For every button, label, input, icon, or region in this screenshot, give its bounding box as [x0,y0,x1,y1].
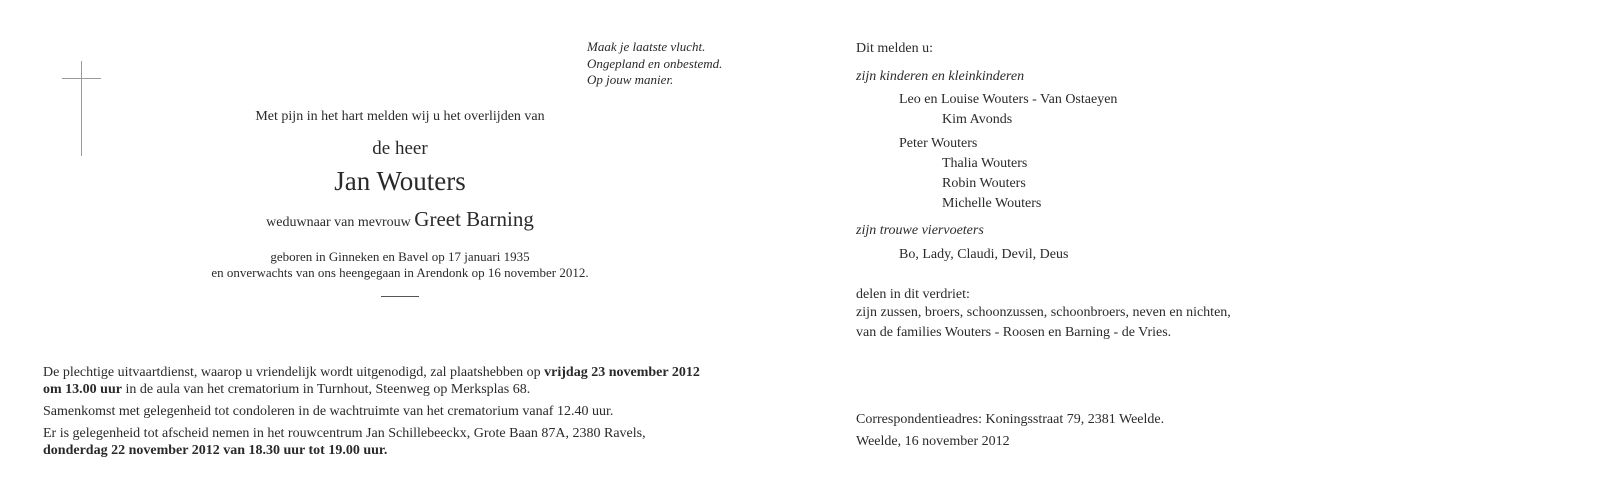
family-heading: Dit melden u: [856,41,933,56]
widow-line [200,207,600,232]
poem-line: Op jouw manier. [587,72,674,87]
pets-label: zijn trouwe viervoeters [856,223,984,238]
grandchild-name: Thalia Wouters [942,156,1028,171]
farewell-text: Er is gelegenheid tot afscheid nemen in het rouwcentrum Jan Schillebeeckx, Grote Baan 87A, 2380 Ravels, [43,426,646,441]
poem [587,39,722,89]
pets-names: Bo, Lady, Claudi, Devil, Deus [899,247,1069,262]
share-line: zijn zussen, broers, schoonzussen, schoonbroers, neven en nichten, [856,305,1231,320]
place-date: Weelde, 16 november 2012 [856,434,1010,449]
share-line: van de families Wouters - Roosen en Barning - de Vries. [856,325,1172,340]
service-location: in de aula van het crematorium in Turnhout, Steenweg op Merksplas 68. [121,382,531,397]
poem-line: Ongepland en onbestemd. [587,55,723,71]
deceased-name: Jan Wouters [334,166,466,196]
correspondence-address: Correspondentieadres: Koningsstraat 79, 2381 Weelde. [856,412,1165,427]
widow-prefix: weduwnaar van mevrouw [266,215,411,230]
deceased-title: de heer [372,138,428,159]
service-paragraph [43,364,763,398]
divider [381,296,419,297]
children-label: zijn kinderen en kleinkinderen [856,69,1025,84]
service-date: vrijdag 23 november 2012 [544,365,700,380]
child-name: Leo en Louise Wouters - Van Ostaeyen [899,92,1118,107]
condolence-paragraph: Samenkomst met gelegenheid tot condoleren in de wachtruimte van het crematorium vanaf 12.40 uur. [43,404,614,419]
service-text: De plechtige uitvaartdienst, waarop u vriendelijk wordt uitgenodigd, zal plaatshebben op [43,365,545,380]
service-time: om 13.00 uur [43,382,122,397]
birth-line: geboren in Ginneken en Bavel op 17 januari 1935 [270,249,530,264]
service-details [43,364,763,464]
farewell-paragraph [43,425,763,459]
grandchild-name: Kim Avonds [942,112,1013,127]
farewell-time: donderdag 22 november 2012 van 18.30 uur tot 19.00 uur. [43,443,388,458]
poem-line: Maak je laatste vlucht. [587,39,706,54]
announcement-intro: Met pijn in het hart melden wij u het overlijden van [255,109,545,124]
share-label: delen in dit verdriet: [856,287,970,302]
grandchild-name: Michelle Wouters [942,196,1042,211]
widow-name: Greet Barning [414,207,534,231]
child-name: Peter Wouters [899,136,978,151]
birth-death-info [200,249,600,281]
death-line: en onverwachts van ons heengegaan in Arendonk op 16 november 2012. [211,265,589,280]
grandchild-name: Robin Wouters [942,176,1026,191]
